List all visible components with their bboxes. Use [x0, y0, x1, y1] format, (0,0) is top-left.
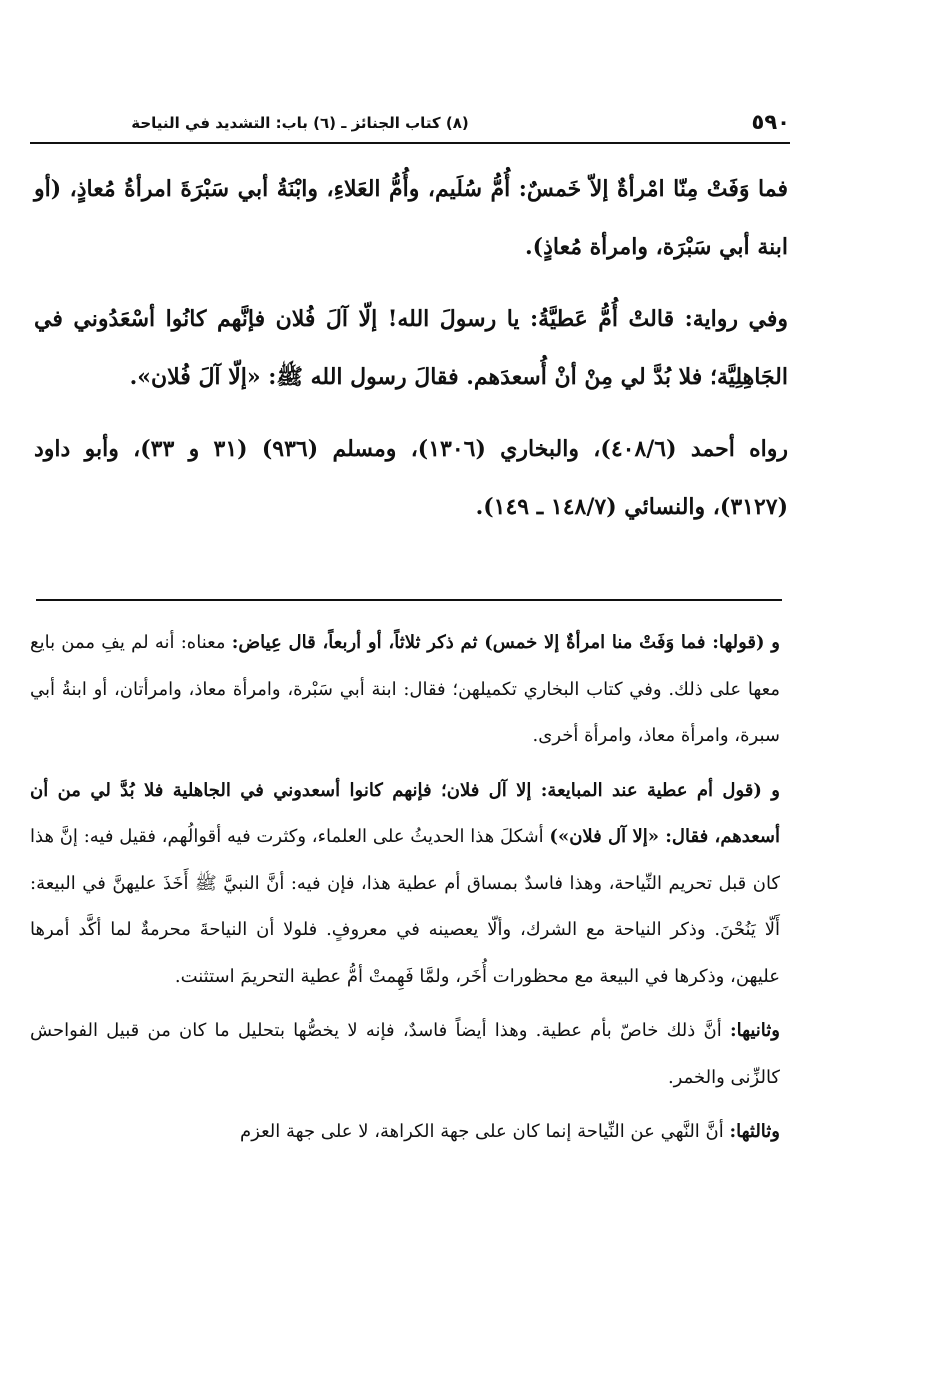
page-number: ٥٩٠: [751, 110, 790, 134]
commentary-text: معناه: أنه لم يفِ ممن بايع معها على ذلك. وفي كتاب البخاري تكميلهن؛ فقال: ابنة أبي سَبْرة، وامرأة معاذ، وامرأتان، أو ابنةُ أبي سبرة، وامرأة معاذ، وامرأة أخرى.: [30, 632, 780, 746]
hadith-paragraph: فما وَفَتْ مِنّا امْرأةٌ إلاّ خَمسٌ: أُمُّ سُلَيم، وأُمُّ العَلاءِ، وابْنَةُ أبي سَبْرَةَ امرأةُ مُعاذٍ، (أو ابنة أبي سَبْرَة، وامرأة مُعاذٍ).: [34, 176, 789, 260]
footnote-divider: [36, 599, 782, 601]
commentary: [30, 620, 780, 1164]
commentary-paragraph: [30, 620, 780, 760]
main-text: [34, 160, 788, 550]
commentary-paragraph: [30, 768, 780, 1001]
hadith-sources-paragraph: رواه أحمد (٤٠٨/٦)، والبخاري (١٣٠٦)، ومسلم (٩٣٦) (٣١ و ٣٣)، وأبو داود (٣١٢٧)، والنسائي (١٤٨/٧ ـ ١٤٩).: [34, 436, 788, 520]
page-header: [30, 108, 790, 144]
commentary-text: أشكلَ هذا الحديثُ على العلماء، وكثرت فيه أقوالُهم، فقيل فيه: إنَّ هذا كان قبل تحريم النِّياحة، وهذا فاسدٌ بمساق أم عطية هذا، فإن فيه: أنَّ النبيَّ ﷺ أَخَذَ عليهنَّ في البيعة: أَلّا يَنُحْنَ. وذكر النياحة مع الشرك، وألّا يعصينه في معروفٍ. فلولا أن النياحةَ محرمةٌ لما أكَّد أمرها عليهن، وذكرها في البيعة مع محظورات أُخَر، ولمَّا فَهِمتْ أمُّ عطية التحريمَ استثنت.: [30, 826, 780, 987]
hadith-variant-paragraph: وفي رواية: قالتْ أُمُّ عَطيَّةُ: يا رسولَ الله! إلّا آلَ فُلان فإنَّهم كانُوا أسْعَدُوني في الجَاهِلِيَّة؛ فلا بُدَّ لي مِنْ أنْ أُسعدَهم. فقالَ رسول الله ﷺ: «إلّا آلَ فُلان».: [34, 306, 788, 390]
running-title: (٨) كتاب الجنائز ـ (٦) باب: التشديد في النياحة: [131, 114, 469, 132]
commentary-lead: و (قولها: فما وَفَتْ منا امرأةٌ إلا خمس) ثم ذكر ثلاثاً، أو أربعاً، قال عِياض:: [231, 632, 780, 653]
commentary-lead: وثالثها:: [729, 1121, 780, 1142]
commentary-text: أنَّ النَّهي عن النِّياحة إنما كان على جهة الكراهة، لا على جهة العزم: [240, 1121, 730, 1142]
commentary-lead: وثانيها:: [729, 1020, 780, 1041]
commentary-text: أنَّ ذلك خاصّ بأم عطية. وهذا أيضاً فاسدٌ، فإنه لا يخصُّها بتحليل ما كان من قبيل الفواحش كالزِّنى والخمر.: [30, 1020, 780, 1088]
commentary-lead: و (قول أم عطية عند المبايعة: إلا آل فلان؛ فإنهم كانوا أسعدوني في الجاهلية فلا بُدَّ لي من أن أسعدهم، فقال: «إلا آل فلان»): [30, 779, 780, 847]
commentary-paragraph: [30, 1008, 780, 1101]
commentary-paragraph: [30, 1109, 780, 1156]
